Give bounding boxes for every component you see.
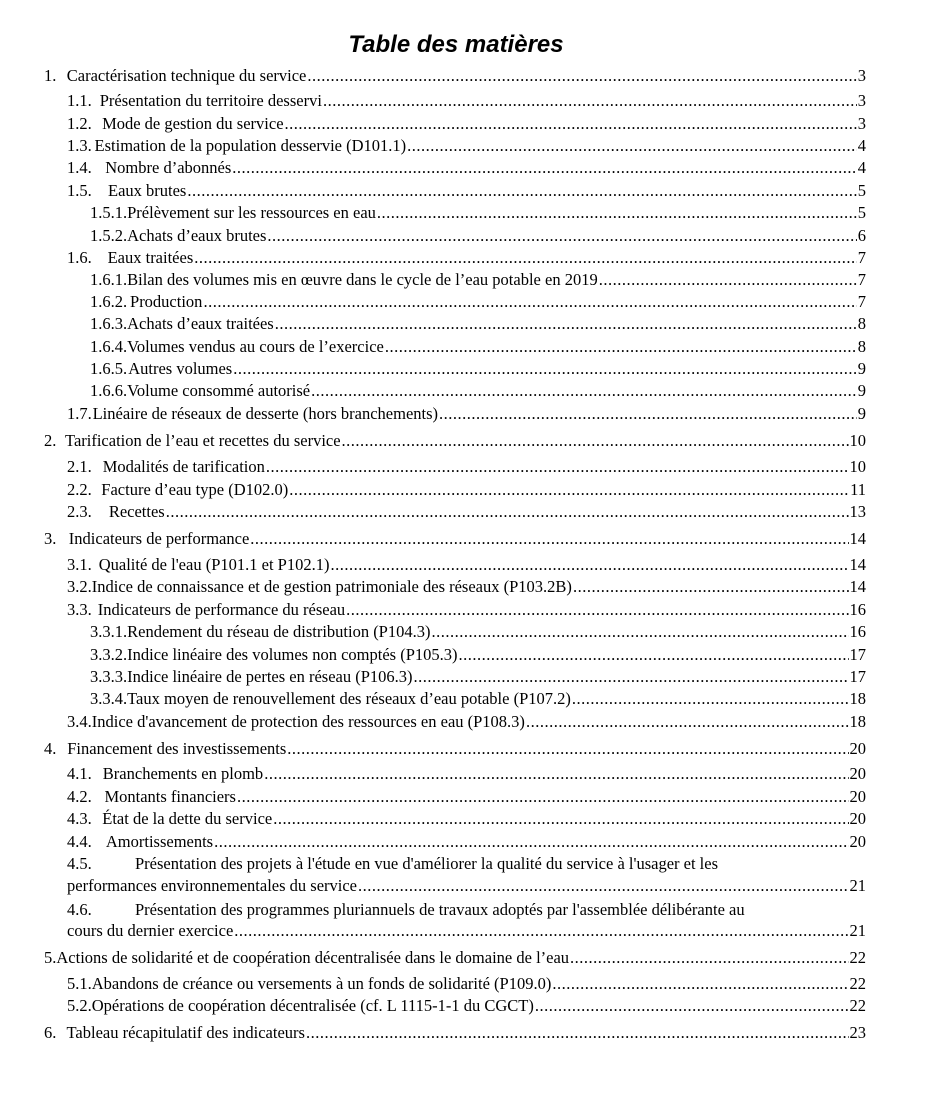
toc-entry-number: 6.: [44, 1023, 57, 1042]
toc-entry-page: 9: [857, 404, 866, 423]
toc-entry[interactable]: [90, 337, 866, 357]
toc-entry-page: 22: [849, 948, 866, 967]
dot-leader: [187, 181, 856, 201]
toc-entry-title: Recettes: [108, 502, 165, 521]
toc-entry-number: 1.6.4.: [90, 337, 128, 356]
toc-entry[interactable]: [44, 948, 866, 968]
toc-entry-title: Facture d’eau type (D102.0): [101, 480, 289, 499]
toc-entry-page: 9: [857, 381, 866, 400]
toc-entry-page: 4: [857, 158, 866, 177]
toc-entry-page: 18: [849, 712, 866, 731]
toc-entry-number: 2.2.: [67, 480, 92, 499]
toc-entry-title: Modalités de tarification: [102, 457, 265, 476]
toc-entry-number: 5.: [44, 948, 57, 967]
dot-leader: [323, 91, 857, 111]
toc-entry-title: Prélèvement sur les ressources en eau: [127, 203, 376, 222]
toc-entry[interactable]: [44, 66, 866, 86]
toc-entry[interactable]: [67, 91, 866, 111]
toc-entry[interactable]: [44, 1023, 866, 1043]
toc-entry-number: 1.6.: [67, 248, 92, 267]
toc-entry-number: 3.3.3.: [90, 667, 128, 686]
toc-entry[interactable]: [67, 712, 866, 732]
toc-entry-number: 1.6.2.: [90, 292, 128, 311]
dot-leader: [552, 974, 848, 994]
toc-entry-number: 1.6.3.: [90, 314, 128, 333]
toc-entry-page: 13: [849, 502, 866, 521]
toc-entry-number: 4.6.: [67, 900, 92, 919]
toc-entry-title: Volumes vendus au cours de l’exercice: [127, 337, 384, 356]
dot-leader: [535, 996, 849, 1016]
toc-entry[interactable]: [67, 809, 866, 829]
dot-leader: [330, 555, 848, 575]
toc-entry[interactable]: [90, 292, 866, 312]
toc-entry-title: Indicateurs de performance: [68, 529, 250, 548]
toc-entry-title: Linéaire de réseaux de desserte (hors branchements): [92, 404, 439, 423]
toc-entry-page: 8: [857, 337, 866, 356]
toc-entry-page: 16: [849, 600, 866, 619]
toc-entry-number: 4.: [44, 739, 57, 758]
toc-entry-page: 10: [849, 431, 866, 450]
dot-leader: [285, 114, 857, 134]
toc-entry-number: 1.2.: [67, 114, 92, 133]
toc-entry[interactable]: [67, 158, 866, 178]
toc-entry-title: Abandons de créance ou versements à un fonds de solidarité (P109.0): [91, 974, 552, 993]
toc-entry-page: 3: [857, 114, 866, 133]
toc-entry-title: État de la dette du service: [102, 809, 273, 828]
toc-entry[interactable]: [67, 854, 866, 896]
toc-entry-page: 22: [849, 996, 866, 1015]
toc-entry[interactable]: [90, 667, 866, 687]
toc-entry-number: 3.3.: [67, 600, 92, 619]
toc-entry-title: Eaux traitées: [107, 248, 194, 267]
toc-entry-page: 20: [849, 832, 866, 851]
toc-entry[interactable]: [67, 900, 866, 941]
dot-leader: [307, 66, 856, 86]
toc-entry-page: 20: [849, 764, 866, 783]
toc-entry-page: 17: [849, 645, 866, 664]
toc-entry-title: Taux moyen de renouvellement des réseaux d’eau potable (P107.2): [127, 689, 571, 708]
toc-entry-number: 3.3.4.: [90, 689, 128, 708]
dot-leader: [214, 832, 848, 852]
toc-entry-title: Présentation du territoire desservi: [99, 91, 322, 110]
toc-entry-title-continued: performances environnementales du service: [67, 876, 357, 895]
dot-leader: [599, 270, 857, 290]
toc-entry-title: Production: [130, 292, 203, 311]
toc-entry-title: Autres volumes: [128, 359, 233, 378]
toc-entry[interactable]: [67, 974, 866, 994]
toc-entry-number: 1.1.: [67, 91, 92, 110]
toc-entry-title: Indice linéaire de pertes en réseau (P106.3): [127, 667, 413, 686]
toc-entry-page: 14: [849, 577, 866, 596]
toc-entry-page: 3: [857, 66, 866, 85]
toc-entry-title: Indicateurs de performance du réseau: [97, 600, 346, 619]
toc-entry-number: 3.2.: [67, 577, 92, 596]
toc-entry-number: 1.6.5.: [90, 359, 128, 378]
toc-entry[interactable]: [67, 555, 866, 575]
dot-leader: [572, 689, 849, 709]
dot-leader: [385, 337, 857, 357]
toc-entry[interactable]: [90, 381, 866, 401]
page-title: Table des matières: [348, 31, 564, 58]
toc-entry-number: 3.: [44, 529, 57, 548]
toc-entry-page: 5: [857, 181, 866, 200]
toc-entry[interactable]: [67, 114, 866, 134]
toc-entry-title-continued: cours du dernier exercice: [67, 921, 234, 940]
toc-entry-page: 21: [849, 876, 866, 895]
toc-entry-number: 5.1.: [67, 974, 92, 993]
toc-entry-title: Branchements en plomb: [102, 764, 264, 783]
toc-entry-page: 22: [849, 974, 866, 993]
toc-entry[interactable]: [67, 764, 866, 784]
dot-leader: [311, 381, 857, 401]
toc-entry-title: Indice d'avancement de protection des ressources en eau (P108.3): [91, 712, 525, 731]
toc-entry-number: 4.5.: [67, 854, 92, 873]
dot-leader: [166, 502, 849, 522]
toc-entry-title: Actions de solidarité et de coopération décentralisée dans le domaine de l’eau: [56, 948, 570, 967]
toc-entry-title: Présentation des programmes pluriannuels de travaux adoptés par l'assemblée délibérante au: [135, 900, 745, 919]
toc-entry-page: 11: [850, 480, 866, 499]
toc-entry[interactable]: [67, 600, 866, 620]
toc-entry-number: 1.7.: [67, 404, 92, 423]
toc-entry-page: 8: [857, 314, 866, 333]
dot-leader: [275, 314, 857, 334]
toc-entry[interactable]: [90, 645, 866, 665]
toc-entry-number: 2.1.: [67, 457, 92, 476]
toc-entry-number: 4.3.: [67, 809, 92, 828]
toc-entry[interactable]: [90, 226, 866, 246]
toc-entry-title: Tarification de l’eau et recettes du service: [65, 431, 341, 450]
toc-entry-page: 16: [849, 622, 866, 641]
toc-entry-number: 1.5.1.: [90, 203, 128, 222]
toc-entry[interactable]: [90, 359, 866, 379]
toc-entry-number: 1.: [44, 66, 57, 85]
toc-entry-number: 4.4.: [67, 832, 92, 851]
toc-entry-page: 9: [857, 359, 866, 378]
dot-leader: [570, 948, 848, 968]
dot-leader: [526, 712, 849, 732]
toc-entry[interactable]: [90, 270, 866, 290]
toc-entry-page: 7: [857, 292, 866, 311]
toc-entry-number: 4.2.: [67, 787, 92, 806]
toc-entry-title: Tableau récapitulatif des indicateurs: [66, 1023, 305, 1042]
toc-entry-title: Indice linéaire des volumes non comptés (P105.3): [127, 645, 458, 664]
toc-entry[interactable]: [67, 181, 866, 201]
toc-entry-page: 4: [857, 136, 866, 155]
toc-entry-page: 23: [849, 1023, 866, 1042]
dot-leader: [358, 876, 849, 896]
toc-entry-page: 14: [849, 529, 866, 548]
dot-leader: [439, 404, 857, 424]
toc-entry-number: 4.1.: [67, 764, 92, 783]
toc-entry-title: Estimation de la population desservie (D101.1): [94, 136, 407, 155]
dot-leader: [407, 136, 857, 156]
dot-leader: [289, 480, 849, 500]
toc-entry[interactable]: [44, 431, 866, 451]
toc-entry-title: Bilan des volumes mis en œuvre dans le cycle de l’eau potable en 2019: [127, 270, 598, 289]
dot-leader: [250, 529, 848, 549]
toc-entry-page: 6: [857, 226, 866, 245]
dot-leader: [414, 667, 849, 687]
dot-leader: [267, 226, 856, 246]
toc-entry-number: 1.4.: [67, 158, 92, 177]
toc-entry-number: 3.3.2.: [90, 645, 128, 664]
dot-leader: [306, 1023, 849, 1043]
toc-entry-page: 17: [849, 667, 866, 686]
dot-leader: [431, 622, 848, 642]
toc-entry-number: 5.2.: [67, 996, 92, 1015]
toc-entry-number: 3.1.: [67, 555, 92, 574]
toc-entry[interactable]: [67, 577, 866, 597]
dot-leader: [233, 359, 857, 379]
toc-entry[interactable]: [67, 502, 866, 522]
toc-entry-title: Opérations de coopération décentralisée (cf. L 1115-1-1 du CGCT): [91, 996, 534, 1015]
dot-leader: [377, 203, 857, 223]
toc-entry-number: 2.: [44, 431, 57, 450]
dot-leader: [264, 764, 848, 784]
dot-leader: [346, 600, 848, 620]
toc-entry[interactable]: [67, 457, 866, 477]
dot-leader: [573, 577, 849, 597]
toc-entry-page: 14: [849, 555, 866, 574]
toc-entry-title: Rendement du réseau de distribution (P104.3): [127, 622, 431, 641]
toc-entry-page: 21: [849, 921, 866, 940]
toc-entry-page: 10: [849, 457, 866, 476]
toc-entry[interactable]: [67, 787, 866, 807]
dot-leader: [342, 431, 849, 451]
dot-leader: [194, 248, 857, 268]
toc-entry[interactable]: [90, 689, 866, 709]
toc-entry-title: Amortissements: [105, 832, 214, 851]
dot-leader: [266, 457, 849, 477]
toc-entry-title: Eaux brutes: [108, 181, 187, 200]
toc-entry-title: Caractérisation technique du service: [66, 66, 307, 85]
toc-entry-page: 20: [849, 739, 866, 758]
dot-leader: [287, 739, 848, 759]
toc-entry-page: 7: [857, 270, 866, 289]
toc-entry-title: Mode de gestion du service: [102, 114, 284, 133]
toc-entry-page: 20: [849, 809, 866, 828]
dot-leader: [459, 645, 849, 665]
toc-entry-title: Nombre d’abonnés: [105, 158, 232, 177]
toc-entry-number: 1.6.1.: [90, 270, 128, 289]
toc-entry-title: Montants financiers: [104, 787, 236, 806]
toc-entry[interactable]: [90, 622, 866, 642]
dot-leader: [234, 921, 848, 941]
toc-entry[interactable]: [67, 248, 866, 268]
toc-entry-title: Volume consommé autorisé: [127, 381, 311, 400]
toc-entry-number: 3.3.1.: [90, 622, 128, 641]
toc-entry-title: Financement des investissements: [67, 739, 287, 758]
toc-entry-page: 20: [849, 787, 866, 806]
toc-entry-number: 2.3.: [67, 502, 92, 521]
toc-entry[interactable]: [67, 136, 866, 156]
dot-leader: [237, 787, 849, 807]
toc-entry-title: Présentation des projets à l'étude en vue d'améliorer la qualité du service à l'usager et les: [135, 854, 718, 873]
toc-entry-number: 1.5.2.: [90, 226, 128, 245]
toc-entry[interactable]: [67, 832, 866, 852]
dot-leader: [273, 809, 848, 829]
dot-leader: [232, 158, 856, 178]
toc-entry-title: Qualité de l'eau (P101.1 et P102.1): [98, 555, 330, 574]
toc-entry-title: Achats d’eaux traitées: [127, 314, 274, 333]
toc-entry-number: 1.3.: [67, 136, 92, 155]
toc-entry[interactable]: [67, 480, 866, 500]
toc-entry[interactable]: [90, 314, 866, 334]
toc-entry-page: 18: [849, 689, 866, 708]
toc-entry-title: Achats d’eaux brutes: [127, 226, 267, 245]
toc-entry[interactable]: [67, 404, 866, 424]
toc-entry-number: 3.4.: [67, 712, 92, 731]
dot-leader: [203, 292, 856, 312]
toc-entry[interactable]: [90, 203, 866, 223]
toc-entry-title: Indice de connaissance et de gestion patrimoniale des réseaux (P103.2B): [91, 577, 572, 596]
toc-entry-page: 3: [857, 91, 866, 110]
toc-entry-number: 1.6.6.: [90, 381, 128, 400]
toc-entry[interactable]: [44, 739, 866, 759]
toc-entry-page: 7: [857, 248, 866, 267]
toc-entry[interactable]: [44, 529, 866, 549]
toc-entry[interactable]: [67, 996, 866, 1016]
toc-entry-number: 1.5.: [67, 181, 92, 200]
toc-entry-page: 5: [857, 203, 866, 222]
